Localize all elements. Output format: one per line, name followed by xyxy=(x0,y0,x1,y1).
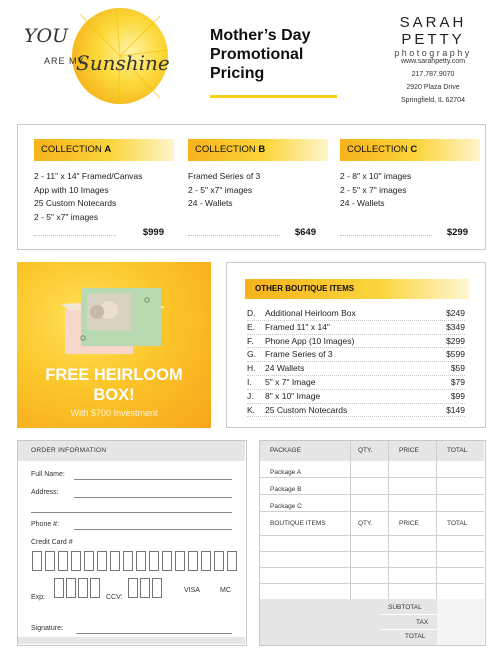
col-header-price: PRICE xyxy=(399,447,419,454)
row-divider xyxy=(260,551,484,552)
item-letter: D. xyxy=(247,308,256,318)
row-divider xyxy=(260,511,484,512)
item-price: $99 xyxy=(450,390,465,401)
detail-line: 24 - Wallets xyxy=(340,198,385,208)
item-name: Frame Series of 3 xyxy=(265,349,333,360)
promo-title xyxy=(17,365,211,405)
ccv-label: CCV: xyxy=(106,594,123,601)
item-price: $149 xyxy=(446,404,465,415)
ccv-digit-box[interactable] xyxy=(152,578,162,598)
order-summary xyxy=(260,599,484,645)
col-header-qty: QTY. xyxy=(358,447,373,454)
mastercard-option[interactable]: MC xyxy=(220,587,231,594)
boutique-item-row xyxy=(247,335,465,349)
cc-digit-box[interactable] xyxy=(58,551,68,571)
cc-digit-box[interactable] xyxy=(97,551,107,571)
logo-word-are-my: ARE MY xyxy=(44,56,85,66)
page-title xyxy=(210,26,360,83)
exp-digit-box[interactable] xyxy=(78,578,88,598)
address-field-line-1[interactable] xyxy=(74,497,232,498)
address-field-line-2[interactable] xyxy=(31,512,232,513)
title-line-3: Pricing xyxy=(210,65,265,82)
item-letter: E. xyxy=(247,321,256,332)
collection-c xyxy=(340,139,480,211)
heirloom-box-promo xyxy=(17,262,211,428)
ccv-digit-box[interactable] xyxy=(128,578,138,598)
collection-b-header xyxy=(188,139,328,161)
item-letter: G. xyxy=(247,349,256,360)
cc-digit-box[interactable] xyxy=(136,551,146,571)
brand-logo xyxy=(378,14,488,59)
package-table-header xyxy=(260,441,484,461)
package-order-table xyxy=(259,440,486,646)
item-letter: J. xyxy=(247,390,254,401)
visa-option[interactable]: VISA xyxy=(184,587,200,594)
detail-line: 2 - 5" x7" images xyxy=(34,211,99,222)
item-letter: F. xyxy=(247,335,254,346)
collection-label: COLLECTION xyxy=(195,144,259,155)
boutique-item-row xyxy=(247,321,465,335)
exp-digit-box[interactable] xyxy=(90,578,100,598)
row-divider xyxy=(260,583,484,584)
detail-line: App with 10 Images xyxy=(34,184,109,195)
collection-a xyxy=(34,139,174,224)
address-line-2: Springfield, IL 62704 xyxy=(401,97,465,104)
collections-panel xyxy=(17,124,486,250)
item-price: $299 xyxy=(446,335,465,346)
row-divider xyxy=(260,567,484,568)
tax-label: TAX xyxy=(416,619,429,626)
collection-letter: B xyxy=(258,144,266,155)
full-name-label: Full Name: xyxy=(31,471,65,478)
title-line-1: Mother’s Day xyxy=(210,27,311,44)
cc-digit-box[interactable] xyxy=(123,551,133,571)
detail-line: 2 - 11" x 14" Framed/Canvas xyxy=(34,171,143,181)
boutique-title: OTHER BOUTIQUE ITEMS xyxy=(245,279,469,299)
signature-field[interactable] xyxy=(76,633,232,634)
boutique-items-panel xyxy=(226,262,486,428)
heirloom-box-image xyxy=(57,282,169,356)
detail-line: 25 Custom Notecards xyxy=(34,198,117,208)
order-information-form xyxy=(17,440,247,646)
summary-amount-cells[interactable] xyxy=(437,599,484,645)
cc-digit-box[interactable] xyxy=(162,551,172,571)
item-price: $599 xyxy=(446,349,465,360)
detail-line: 2 - 5" x7" images xyxy=(188,184,253,195)
boutique-item-row xyxy=(247,376,465,390)
collection-b-details xyxy=(188,170,328,211)
item-price: $249 xyxy=(446,308,465,318)
address-label: Address: xyxy=(31,489,59,496)
cc-digit-box[interactable] xyxy=(45,551,55,571)
collection-c-header xyxy=(340,139,480,161)
boutique-item-row xyxy=(247,348,465,362)
exp-digit-box[interactable] xyxy=(66,578,76,598)
full-name-field[interactable] xyxy=(74,479,232,480)
collection-b xyxy=(188,139,328,211)
promo-title-line-1: FREE HEIRLOOM xyxy=(45,366,183,384)
row-divider xyxy=(260,494,484,495)
item-name: Framed 11" x 14" xyxy=(265,321,330,332)
collection-letter: C xyxy=(410,144,418,155)
boutique-list xyxy=(247,307,465,417)
signature-label: Signature: xyxy=(31,625,63,632)
subtotal-label: SUBTOTAL xyxy=(388,604,422,611)
cc-digit-box[interactable] xyxy=(149,551,159,571)
cc-digit-box[interactable] xyxy=(71,551,81,571)
item-name: Additional Heirloom Box xyxy=(265,308,356,318)
col-header-boutique-items: BOUTIQUE ITEMS xyxy=(270,520,326,527)
package-name: Package A xyxy=(270,469,302,476)
boutique-item-row xyxy=(247,362,465,376)
exp-label: Exp: xyxy=(31,594,46,601)
collection-c-price: $299 xyxy=(446,227,468,238)
row-divider xyxy=(260,535,484,536)
cc-digit-box[interactable] xyxy=(201,551,211,571)
col-header-total: TOTAL xyxy=(447,447,468,454)
package-name: Package C xyxy=(270,503,302,510)
sunshine-logo xyxy=(20,6,184,110)
item-name: 24 Wallets xyxy=(265,363,305,374)
collection-c-details xyxy=(340,170,480,211)
cc-digit-box[interactable] xyxy=(110,551,120,571)
contact-info xyxy=(384,55,482,107)
detail-line: 2 - 5" x 7" images xyxy=(340,184,407,195)
col-header-price: PRICE xyxy=(399,520,419,527)
brand-name: SARAH PETTY xyxy=(399,14,467,48)
package-name: Package B xyxy=(270,486,302,493)
brand-subtitle: photography xyxy=(394,48,472,58)
collection-a-details xyxy=(34,170,174,224)
col-divider xyxy=(388,441,389,599)
collection-a-header xyxy=(34,139,174,161)
item-price: $349 xyxy=(446,321,465,332)
cc-digit-box[interactable] xyxy=(32,551,42,571)
col-divider xyxy=(350,441,351,599)
boutique-item-row xyxy=(247,307,465,321)
item-price: $59 xyxy=(450,363,465,374)
credit-card-label: Credit Card # xyxy=(31,539,73,546)
boutique-item-row xyxy=(247,390,465,404)
promo-title-line-2: BOX! xyxy=(93,386,135,404)
cc-digit-box[interactable] xyxy=(214,551,224,571)
address-line-1: 2920 Plaza Drive xyxy=(406,84,460,91)
col-header-package: PACKAGE xyxy=(270,447,301,454)
collection-b-price: $649 xyxy=(294,227,316,238)
item-price: $79 xyxy=(450,376,465,387)
cc-digit-box[interactable] xyxy=(175,551,185,571)
phone-field[interactable] xyxy=(74,529,232,530)
exp-digit-box[interactable] xyxy=(54,578,64,598)
row-divider xyxy=(260,477,484,478)
detail-line: 24 - Wallets xyxy=(188,198,233,208)
cc-digit-box[interactable] xyxy=(188,551,198,571)
website-link[interactable]: www.sarahpetty.com xyxy=(400,58,466,65)
col-header-qty: QTY. xyxy=(358,520,373,527)
promo-subtitle: With $700 Investment xyxy=(70,408,158,418)
detail-line: Framed Series of 3 xyxy=(188,171,261,181)
item-name: 25 Custom Notecards xyxy=(265,404,348,415)
item-name: 5" x 7" Image xyxy=(265,376,316,387)
detail-line: 2 - 8" x 10" images xyxy=(340,171,412,181)
collection-a-price: $999 xyxy=(142,227,164,238)
item-name: Phone App (10 Images) xyxy=(265,335,355,346)
logo-word-you: YOU xyxy=(24,25,69,47)
logo-word-sunshine: Sunshine xyxy=(76,51,170,75)
item-letter: I. xyxy=(247,376,252,387)
phone-number: 217.787.9070 xyxy=(411,71,455,78)
item-letter: K. xyxy=(247,404,256,415)
collection-label: COLLECTION xyxy=(347,144,411,155)
item-name: 8" x 10" Image xyxy=(265,390,321,401)
title-underline xyxy=(210,95,337,98)
phone-label: Phone #: xyxy=(31,521,60,528)
total-label: TOTAL xyxy=(405,633,426,640)
collection-label: COLLECTION xyxy=(41,144,105,155)
collection-letter: A xyxy=(104,144,112,155)
boutique-item-row xyxy=(247,404,465,418)
title-line-2: Promotional xyxy=(210,46,304,63)
order-form-footer-bar xyxy=(18,637,245,644)
cc-digit-box[interactable] xyxy=(84,551,94,571)
cc-digit-box[interactable] xyxy=(227,551,237,571)
order-form-title: ORDER INFORMATION xyxy=(18,441,245,461)
ccv-digit-box[interactable] xyxy=(140,578,150,598)
photo-subject xyxy=(90,305,104,319)
col-header-total: TOTAL xyxy=(447,520,468,527)
item-letter: H. xyxy=(247,363,256,374)
